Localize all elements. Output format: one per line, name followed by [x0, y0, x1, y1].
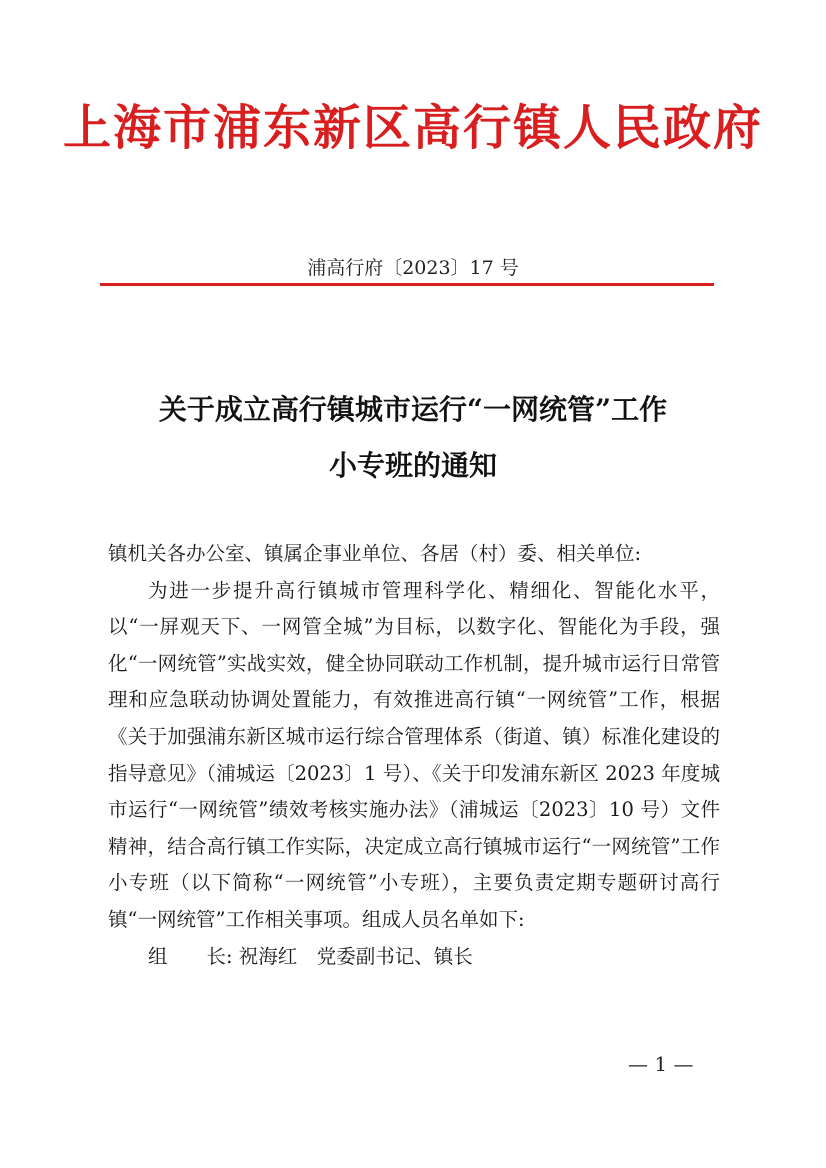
document-title-line-2: 小专班的通知: [328, 449, 497, 482]
team-leader-line: 组 长: 祝海红 党委副书记、镇长: [148, 944, 473, 968]
issuer-header: 上海市浦东新区高行镇人民政府: [62, 100, 763, 156]
addressee-line: 镇机关各办公室、镇属企事业单位、各居（村）委、相关单位:: [108, 542, 642, 565]
document-body: [108, 536, 720, 975]
document-number: 浦高行府〔2023〕17 号: [307, 257, 519, 279]
body-paragraph: 为进一步提升高行镇城市管理科学化、精细化、智能化水平，以“一屏观天下、一网管全城”为目标，以数字化、智能化为手段，强化“一网统管”实战实效，健全协同联动工作机制，提升城市运行日常管理和应急联动协调处置能力，有效推进高行镇“一网统管”工作，根据《关于加强浦东新区城市运行综合管理体系（街道、镇）标准化建设的指导意见》（浦城运〔2023〕1 号）、《关于印发浦东新区 2023 年度城市运行“一网统管”绩效考核实施办法》（浦城运〔2023〕10 号）文件精神，结合高行镇工作实际，决定成立高行镇城市运行“一网统管”工作小专班（以下简称“一网统管”小专班），主要负责定期专题研讨高行镇“一网统管”工作相关事项。组成人员名单如下:: [108, 578, 720, 931]
page-number: — 1 —: [628, 1052, 694, 1076]
red-divider-line: [100, 283, 714, 286]
document-title-line-1: 关于成立高行镇城市运行“一网统管”工作: [158, 393, 668, 426]
